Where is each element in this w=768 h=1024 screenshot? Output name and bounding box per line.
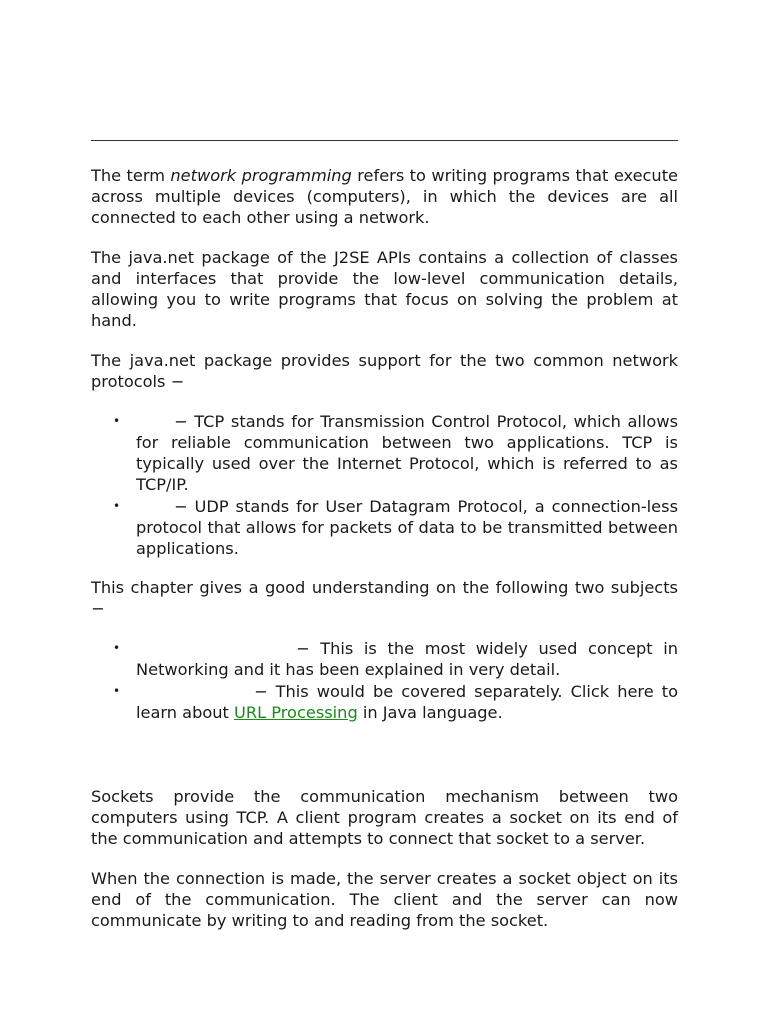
list-item-text: − This would be covered separately. Click here to learn about	[136, 682, 678, 722]
bullet-icon: •	[113, 641, 121, 655]
list-item-url-processing	[91, 681, 678, 723]
list-item-tcp	[91, 411, 678, 495]
emphasis-network-programming: network programming	[170, 166, 352, 185]
protocol-list	[91, 411, 678, 560]
chapter-intro-paragraph: This chapter gives a good understanding on the following two subjects −	[91, 578, 678, 618]
intro-p1-text-start: The term	[91, 166, 171, 185]
list-item-text: − TCP stands for Transmission Control Protocol, which allows for reliable communication between two applications. TCP is typically used over the Internet Protocol, which is referred to as TCP/IP.	[136, 412, 678, 494]
subjects-list	[91, 638, 678, 724]
bullet-icon: •	[113, 414, 121, 428]
horizontal-rule	[91, 140, 678, 141]
list-item-text: − This is the most widely used concept in Networking and it has been explained in very detail.	[136, 639, 678, 679]
intro-paragraph-1	[91, 165, 678, 228]
list-item-text-end: in Java language.	[357, 703, 503, 722]
list-item-socket-programming	[91, 638, 678, 680]
list-item-udp	[91, 496, 678, 559]
bullet-icon: •	[113, 499, 121, 513]
list-item-text: − UDP stands for User Datagram Protocol, a connection-less protocol that allows for packets of data to be transmitted between applications.	[136, 497, 678, 558]
intro-p1-text-end: refers to writing programs that execute across multiple devices (computers), in which the devices are all connected to each other using a network.	[91, 166, 678, 227]
bullet-icon: •	[113, 684, 121, 698]
url-processing-link[interactable]: URL Processing	[234, 703, 358, 722]
intro-paragraph-2: The java.net package of the J2SE APIs contains a collection of classes and interfaces that provide the low-level communication details, allowing you to write programs that focus on solving the problem at hand.	[91, 248, 678, 330]
intro-paragraph-3: The java.net package provides support for the two common network protocols −	[91, 351, 678, 391]
sockets-paragraph-2: When the connection is made, the server creates a socket object on its end of the communication. The client and the server can now communicate by writing to and reading from the socket.	[91, 869, 678, 930]
sockets-paragraph-1: Sockets provide the communication mechanism between two computers using TCP. A client program creates a socket on its end of the communication and attempts to connect that socket to a server.	[91, 787, 678, 848]
